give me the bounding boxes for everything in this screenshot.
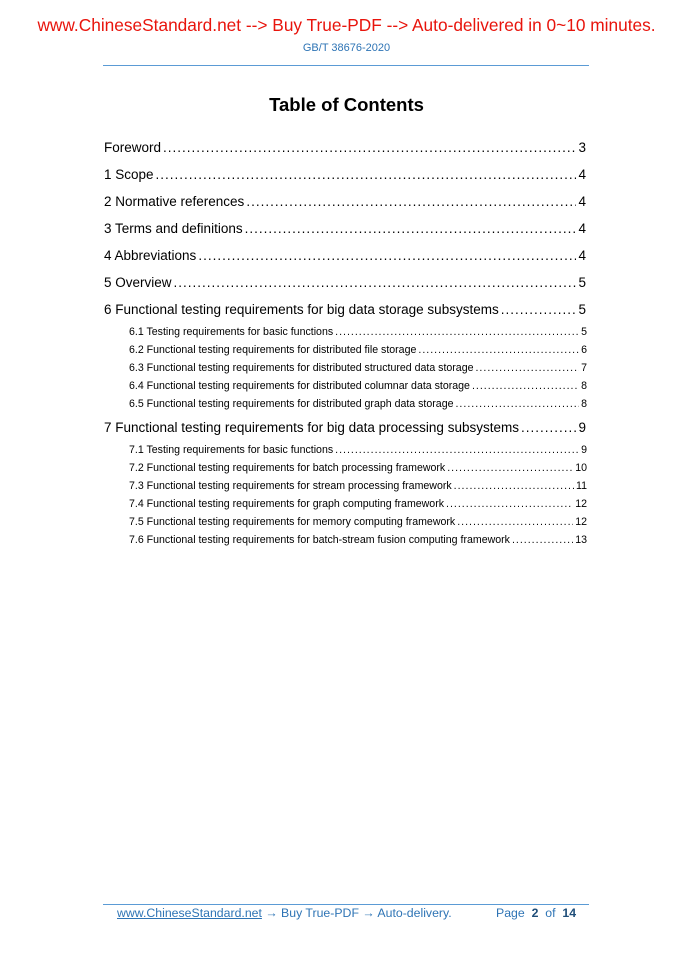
toc-entry[interactable]: [129, 344, 587, 356]
toc-entry-label: 7.5 Functional testing requirements for memory computing framework: [129, 516, 456, 528]
toc-entry-label: 7.3 Functional testing requirements for stream processing framework: [129, 480, 452, 492]
toc-entry[interactable]: [129, 380, 587, 392]
page-word: Page: [496, 906, 525, 920]
toc-entry[interactable]: [104, 194, 586, 209]
page-total: 14: [562, 906, 577, 920]
toc-entry-page: 5: [578, 302, 586, 317]
toc-entry-page: 8: [581, 380, 587, 392]
toc-entry-label: 7.4 Functional testing requirements for graph computing framework: [129, 498, 445, 510]
toc-dot-leader: [455, 398, 579, 410]
toc-entry-page: 13: [575, 534, 587, 546]
toc-entry[interactable]: [104, 248, 586, 263]
toc-entry-page: 8: [581, 398, 587, 410]
toc-dot-leader: [245, 221, 577, 236]
toc-dot-leader: [246, 194, 576, 209]
toc-entry[interactable]: [129, 480, 587, 492]
toc-entry-page: 4: [578, 221, 586, 236]
toc-entry-label: 2 Normative references: [104, 194, 245, 209]
toc-entry-label: 1 Scope: [104, 167, 154, 182]
toc-entry-page: 9: [581, 444, 587, 456]
footer-buy-text: → Buy True-PDF → Auto-delivery.: [261, 906, 452, 920]
toc-dot-leader: [457, 516, 573, 528]
toc-entry[interactable]: [104, 302, 586, 317]
toc-dot-leader: [521, 420, 577, 435]
toc-entry-page: 5: [578, 275, 586, 290]
toc-entry-page: 5: [581, 326, 587, 338]
toc-entry-label: 7.2 Functional testing requirements for batch processing framework: [129, 462, 446, 474]
toc-entry-page: 11: [576, 480, 587, 492]
toc-entry[interactable]: [129, 462, 587, 474]
toc-entry-label: 6.2 Functional testing requirements for distributed file storage: [129, 344, 417, 356]
toc-entry[interactable]: [104, 221, 586, 236]
toc-entry-label: 6.3 Functional testing requirements for distributed structured data storage: [129, 362, 474, 374]
toc-entry-page: 4: [578, 248, 586, 263]
toc-dot-leader: [335, 444, 579, 456]
toc-entry-label: 6 Functional testing requirements for big data storage subsystems: [104, 302, 499, 317]
toc-entry-page: 12: [575, 498, 587, 510]
toc-dot-leader: [475, 362, 579, 374]
toc-entry[interactable]: [129, 362, 587, 374]
standard-code: GB/T 38676-2020: [302, 42, 391, 54]
toc-entry-page: 4: [578, 194, 586, 209]
toc-entry[interactable]: [129, 398, 587, 410]
toc-entry-label: Foreword: [104, 140, 162, 155]
toc-entry-label: 6.5 Functional testing requirements for distributed graph data storage: [129, 398, 454, 410]
toc-entry-label: 6.4 Functional testing requirements for distributed columnar data storage: [129, 380, 470, 392]
toc-entry[interactable]: [104, 420, 586, 435]
toc-dot-leader: [454, 480, 574, 492]
toc-entry-page: 4: [578, 167, 586, 182]
toc-dot-leader: [472, 380, 579, 392]
toc-entry[interactable]: [104, 167, 586, 182]
page-indicator: [496, 906, 576, 920]
toc-entry-page: 3: [578, 140, 586, 155]
toc-entry[interactable]: [129, 534, 587, 546]
toc-entry-label: 5 Overview: [104, 275, 172, 290]
toc-entry-label: 6.1 Testing requirements for basic functions: [129, 326, 334, 338]
toc-entry-label: 4 Abbreviations: [104, 248, 197, 263]
toc-dot-leader: [174, 275, 577, 290]
toc-entry-label: 3 Terms and definitions: [104, 221, 243, 236]
toc-entry-page: 12: [575, 516, 587, 528]
footer: [117, 906, 587, 920]
toc-entry-label: 7.6 Functional testing requirements for batch-stream fusion computing framework: [129, 534, 510, 546]
page-current: 2: [531, 906, 539, 920]
toc-dot-leader: [156, 167, 577, 182]
toc-entry[interactable]: [104, 140, 586, 155]
toc-entry-page: 6: [581, 344, 587, 356]
toc-entry-label: 7.1 Testing requirements for basic functions: [129, 444, 334, 456]
toc-entry[interactable]: [129, 326, 587, 338]
footer-divider: [103, 904, 589, 905]
toc-dot-leader: [163, 140, 576, 155]
page-title: Table of Contents: [269, 94, 424, 115]
toc-entry[interactable]: [129, 516, 587, 528]
toc-entry-page: 9: [578, 420, 586, 435]
toc-entry-page: 10: [575, 462, 587, 474]
toc-dot-leader: [418, 344, 579, 356]
toc-entry-label: 7 Functional testing requirements for big data processing subsystems: [104, 420, 519, 435]
toc-entry[interactable]: [104, 275, 586, 290]
toc-dot-leader: [335, 326, 579, 338]
toc-dot-leader: [446, 498, 573, 510]
toc-entry[interactable]: [129, 444, 587, 456]
header-banner: www.ChineseStandard.net --> Buy True-PDF --> Auto-delivered in 0~10 minutes.: [37, 15, 656, 35]
toc-dot-leader: [198, 248, 576, 263]
toc-dot-leader: [512, 534, 573, 546]
toc-dot-leader: [447, 462, 573, 474]
toc-dot-leader: [501, 302, 577, 317]
toc-entry-page: 7: [581, 362, 587, 374]
toc-entry[interactable]: [129, 498, 587, 510]
of-word: of: [545, 906, 556, 920]
footer-site-link[interactable]: www.ChineseStandard.net: [117, 906, 262, 920]
